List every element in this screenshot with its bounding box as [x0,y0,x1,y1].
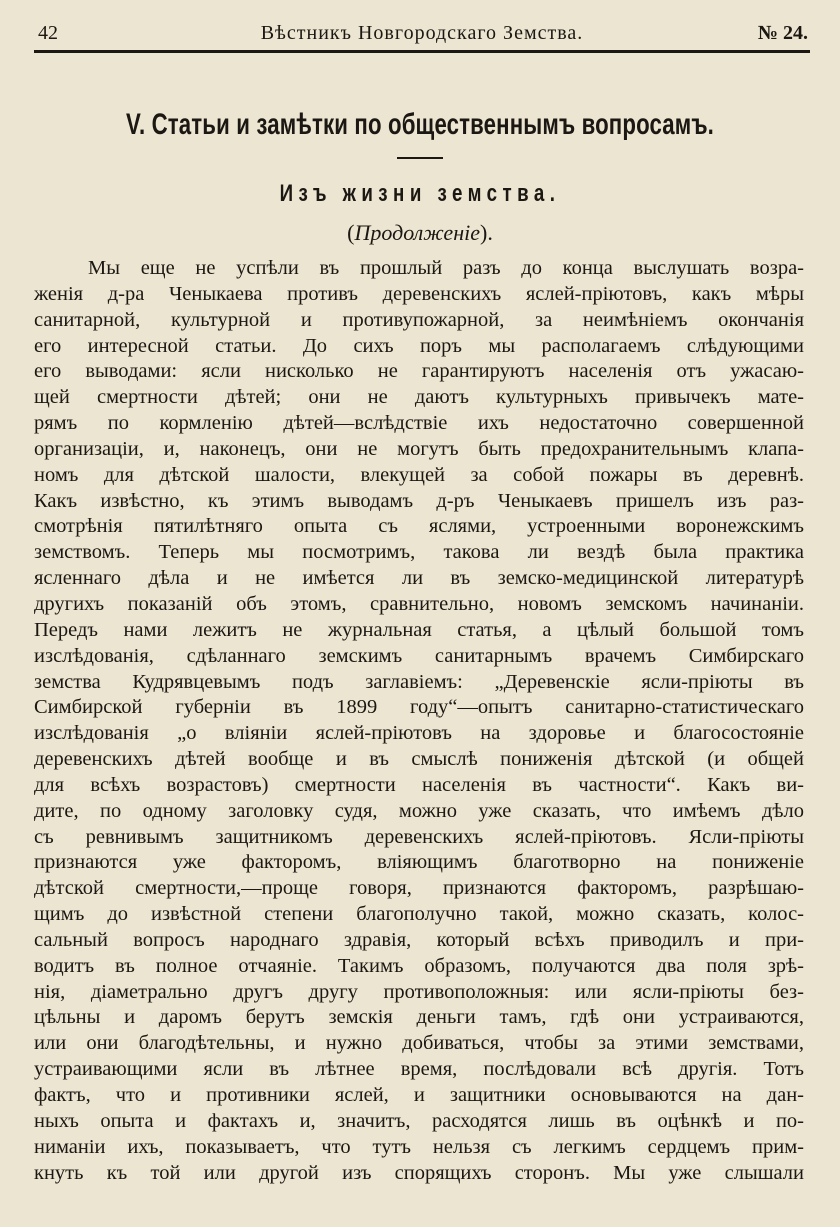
body-line: женія д-ра Ченыкаева противъ деревенскихъ яслей-пріютовъ, какъ мѣры [34,282,804,305]
body-line: или они благодѣтельны, и нужно добиваться, чтобы за этими земствами, [34,1032,804,1055]
header-rule [34,50,810,53]
body-line: щимъ до извѣстной степени благополучно такой, можно сказать, колос- [34,903,804,926]
body-line: сальный вопросъ народнаго здравія, который всѣхъ приводилъ и при- [34,928,804,951]
body-line: съ ревнивымъ защитникомъ деревенскихъ яслей-пріютовъ. Ясли-пріюты [34,825,804,848]
body-line: Симбирской губерніи въ 1899 году“—опытъ санитарно-статистическаго [34,696,804,719]
body-line: рямъ по кормленію дѣтей—вслѣдствіе ихъ недостаточно совершенной [34,412,804,435]
body-line: устраивающими ясли въ лѣтнее время, послѣдовали всѣ другія. Тотъ [34,1058,804,1081]
body-line: ясленнаго дѣла и не имѣется ли въ земско-медицинской литературѣ [34,567,804,590]
body-line: его интересной статьи. До сихъ поръ мы располагаемъ слѣдующими [34,334,804,357]
body-line: ныхъ опыта и фактахъ и, значитъ, расходятся лишь въ оцѣнкѣ и по- [34,1109,804,1132]
running-head [34,20,810,50]
body-line: Мы еще не успѣли въ прошлый разъ до конца выслушать возра- [88,257,804,279]
body-line: Передъ нами лежитъ не журнальная статья, а цѣлый большой томъ [34,618,804,641]
continuation-close: ). [480,220,493,245]
body-line: организаціи, и, наконецъ, они не могутъ быть предохранительнымъ клапа- [34,437,804,460]
section-heading: V. Статьи и замѣтки по общественнымъ вопросамъ. [126,108,714,141]
body-line: для всѣхъ возрастовъ) смертности населенія въ частности“. Какъ ви- [34,773,804,796]
body-line: его выводами: ясли нисколько не гарантируютъ населенія отъ ужасаю- [34,360,804,383]
body-line: нія, діаметрально другъ другу противоположныя: или ясли-пріюты без- [34,980,804,1003]
body-line: изслѣдованія, сдѣланнаго земскимъ санитарнымъ врачемъ Симбирскаго [34,644,804,667]
body-line: деревенскихъ дѣтей вообще и въ смыслѣ пониженія дѣтской (и общей [34,748,804,771]
body-line: фактъ, что и противники яслей, и защитники основываются на дан- [34,1084,804,1106]
continuation-open: ( [347,220,355,245]
body-line: ниманіи ихъ, показываетъ, что тутъ нельзя съ легкимъ сердцемъ прим- [34,1135,804,1158]
body-line: земствомъ. Теперь мы посмотримъ, такова ли вездѣ была практика [34,541,804,564]
body-line: земства Кудрявцевымъ подъ заглавіемъ: „Деревенскіе ясли-пріюты въ [34,670,804,693]
body-line: щей смертности дѣтей; они не даютъ культурныхъ привычекъ мате- [34,386,804,409]
body-line: Какъ извѣстно, къ этимъ выводамъ д-ръ Ченыкаевъ пришелъ изъ раз- [34,489,804,512]
body-line: цѣльны и даромъ берутъ земскія деньги тамъ, гдѣ они устраиваются, [34,1006,804,1029]
body-line: признаются уже факторомъ, вліяющимъ благотворно на пониженіе [34,851,804,874]
body-line: санитарной, культурной и противупожарной, за неимѣніемъ окончанія [34,308,804,331]
body-line: другихъ показаній объ этомъ, сравнительно, новомъ земскомъ начинаніи. [34,592,804,615]
body-line: дите, по одному заголовку судя, можно уже сказать, что имѣемъ дѣло [34,799,804,822]
continuation-note [0,220,840,246]
body-line: номъ для дѣтской шалости, влекущей за собой пожары въ деревнѣ. [34,463,804,486]
continuation-label: Продолженіе [354,220,480,245]
body-line: смотрѣнія пятилѣтняго опыта съ яслями, устроенными воронежскимъ [34,515,804,538]
page-number: 42 [38,22,58,44]
journal-title: Вѣстникъ Новгородскаго Земства. [260,22,584,44]
body-line: кнуть къ той или другой изъ спорящихъ сторонъ. Мы уже слышали [34,1161,804,1184]
article-title: Изъ жизни земства. [279,180,561,207]
article-body [34,256,804,1186]
heading-divider [397,157,443,159]
issue-number: № 24. [757,22,808,44]
body-line: изслѣдованія „о вліяніи яслей-пріютовъ на здоровье и благосостояніе [34,722,804,745]
body-line: водитъ въ полное отчаяніе. Такимъ образомъ, получаются два поля зрѣ- [34,954,804,977]
body-line: дѣтской смертности,—проще говоря, признаются факторомъ, разрѣшаю- [34,877,804,900]
